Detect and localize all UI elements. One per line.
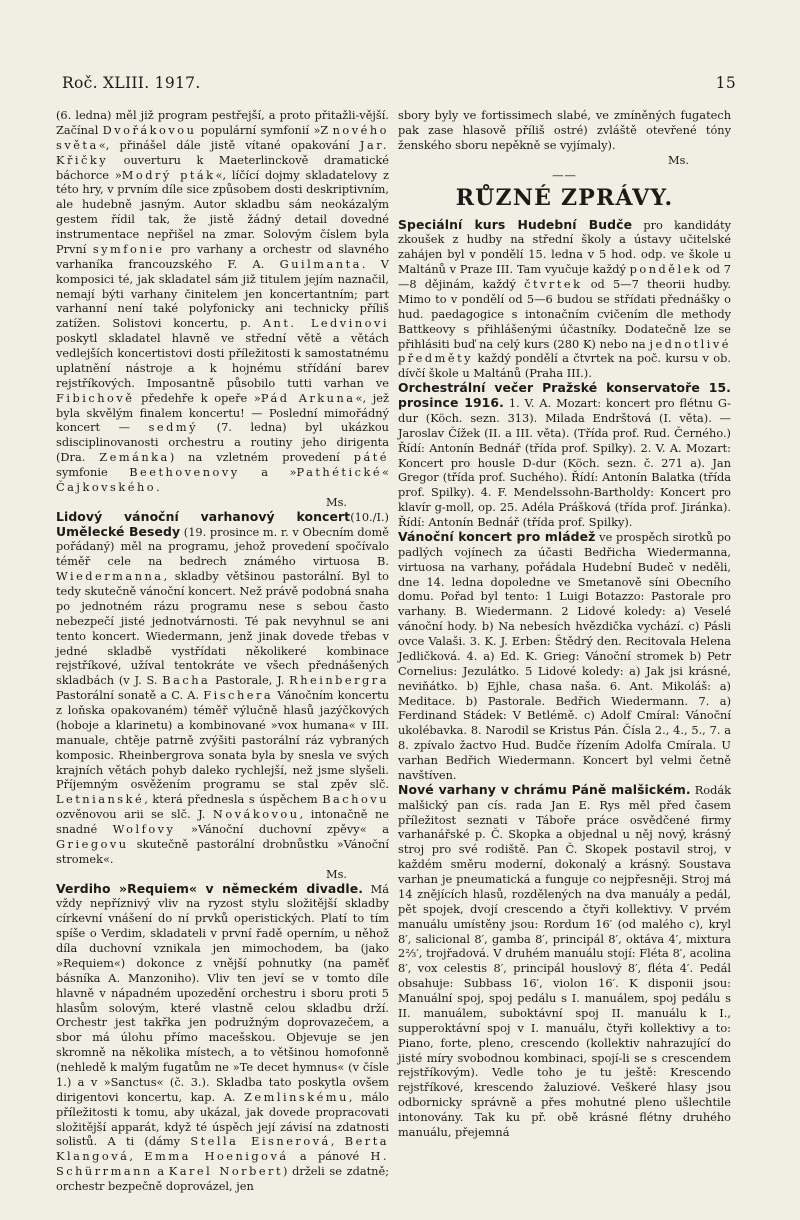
text-run: každý pondělí a čtvrtek na poč. kursu v ob. dívčí škole u Maltánů (Praha III.). — [398, 351, 731, 381]
text-run: ) na vzletném provedení — [169, 450, 354, 465]
text-run: a » — [239, 465, 297, 479]
text-run: , intonačně ne snadné — [56, 807, 390, 836]
paragraph — [56, 108, 389, 495]
spaced-name: Letnianské — [56, 792, 145, 807]
text-run: (7. ledna) byl ukázkou sdisciplinovanosti orchestru a routiny jeho dirigenta (Dra. — [56, 420, 389, 465]
page-number: 15 — [715, 74, 736, 92]
spaced-name: Guilmanta — [279, 256, 362, 271]
text-run: pro varhany a orchestr od slavného varhaníka francouzského F. A. — [56, 241, 389, 271]
text-run: od 5—7 theorii hudby. Mimo to v pondělí od 5—6 budou se střídati přednášky o hud. paedagogice s intonačním cvičením dle methody Battkeovy s přihlášenými účastníky. Dodatečně lze se přihlásiti buď na celý kurs (280 K) nebo na — [398, 277, 731, 351]
spaced-name: Dvořákovou — [102, 122, 197, 137]
spaced-name: Pathétické — [296, 465, 383, 479]
text-run: Vánočním koncertu z loňska opakovaném) téměř výlučně hlasů jazýčkových (hoboje a klarinetu) a kombinované »vox humana« v III. manuale, chtěje patrně zvýšiti pastorální ráz vybraných komposic. Rheinbergrova sonata byla by snesla ve svých krajních větách pohyb daleko rychlejší, než jsme slyšeli. Příjemným osvěžením programu se stal zpěv slč. — [56, 688, 389, 792]
spaced-name: Novákovou — [212, 807, 300, 822]
text-run: ve prospěch sirotků po padlých vojínech za účasti Bedřicha Wiedermanna, virtuosa na varhany, pořádala Hudební Budeč v neděli, dne 14. ledna dopoledne ve Smetanově síni Obecního domu. Pořad byl tento: 1 Luigi Botazzo: Pastorale pro varhany. B. Wiedermann. 2 Lidové koledy: a) Veselé vánoční hody. b) Na nebesích hvězdička vychází. c) Pásli ovce Valaši. 3. K. J. Erben: Štědrý den. Recitovala Helena Jedličková. 4. a) Ed. K. Grieg: Vánoční stromek b) Petr Cornelius: Jezulátko. 5 Lidové koledy: a) Jak jsi krásné, neviňátko. b) Ejhle, chasa naša. 6. Ant. Mikoláš: a) Meditace. b) Pastorale. Bedřich Wiedermann. 7. a) Ferdinand Stádek: V Betlémě. c) Adolf Cmíral: Vánoční ukolébavka. 8. Narodil se Kristus Pán. Čísla 2., 4., 5., 7. a 8. zpívalo žactvo Hud. Budče řízením Adolfa Cmírala. U varhan Bedřich Wiedermann. Koncert byl velmi četně navštíven. — [398, 529, 731, 782]
paragraph — [56, 882, 389, 1194]
spaced-name: H. Schürrmann — [56, 1149, 389, 1179]
spaced-name: jednotlivé předměty — [398, 336, 731, 366]
item-heading: Nové varhany v chrámu Páně malšickém. — [398, 781, 691, 797]
paragraph — [398, 783, 731, 1140]
spaced-name: Modrý pták — [121, 167, 216, 182]
spaced-name: Griegovu — [56, 836, 129, 851]
text-run: symfonie — [56, 465, 130, 479]
spaced-name: Rheinbergra — [289, 673, 389, 688]
spaced-name: páté — [353, 450, 389, 465]
text-run: Ms. — [325, 866, 347, 881]
spaced-name: Karel Norbert — [168, 1164, 284, 1179]
spaced-name: Emma Hoenigová — [144, 1149, 289, 1164]
item-heading: Orchestrální večer Pražské konservatoře 15. prosince 1916. — [398, 380, 731, 410]
text-run: Rodák malšický pan cís. rada Jan E. Rys měl před časem příležitost seznati v Táboře práce osvědčené firmy varhanářské p. Č. Skopka a objednal u něj nový, krásný stroj pro své rodiště. Pan Č. Skopek postavil stroj, v každém směru moderní, dokonalý a krásný. Soustava varhan je pneumatická a funguje co nejpřesněji. Stroj má 14 znějících hlasů, rozdělených na dva manuály a pedál, pět spojek, dvojí crescendo a čtyři kollektivy. V prvém manuálu umístěny jsou: Rordum 16′ (od malého c), kryl 8′, salicional 8′, gamba 8′, principál 8′, oktáva 4′, mixtura 2⅔′, trojřadová. V druhém manuálu stojí: Fléta 8′, acolina 8′, vox celestis 8′, principál houslový 8′, fléta 4′. Pedál obsahuje: Subbass 16′, violon 16′. K disponii jsou: Manuální spoj, spoj pedálu s I. manuálem, spoj pedálu s II. manuálem, suboktávní spoj II. manuálu k I., supperoktávní spoj v I. manuálu, čtyři kollektivy a to: Piano, forte, pleno, crescendo (kollektiv nahrazující do jisté míry svobodnou kombinaci, spojí-li se s crescendem rejstříkovým). Vedle toho je tu ještě: Krescendo rejstříkové, krescendo žaluziové. Veškeré hlasy jsou odbornicky správně a přes mohutné pleno ušlechtile intonovány. Tak ku př. obě krásné flétny druhého manuálu, přejemná — [398, 782, 731, 1139]
item-heading: Lidový vánoční varhanový koncert — [56, 508, 351, 524]
item-heading: Umělecké Besedy — [56, 523, 181, 539]
text-run: . — [156, 479, 160, 494]
text-run: »Vánoční duchovní zpěvy« a — [175, 822, 389, 836]
spaced-name: Jar. Křičky — [56, 137, 389, 167]
spaced-name: Ant. Ledvinovi — [262, 316, 390, 331]
text-run: sbory byly ve fortissimech slabé, ve zmíněných fugatech pak zase hlasově příliš ostré) zvláště otevřené tóny ženského sboru nepěkně se vyjímaly). — [398, 108, 731, 152]
right-column — [398, 108, 731, 1140]
news-items — [398, 218, 731, 1140]
text-run: a pánové — [288, 1149, 371, 1164]
left-column — [56, 108, 389, 1194]
right-column-continuation — [398, 108, 731, 168]
text-run: vější. Začínal — [56, 108, 389, 137]
spaced-name: Bacha — [162, 673, 211, 688]
item-heading: Verdiho »Requiem« v německém divadle. — [56, 880, 364, 896]
spaced-name: čtvrtek — [524, 277, 583, 291]
spaced-name: Zemánka — [99, 450, 170, 465]
spaced-name: Pád Arkuna — [260, 390, 356, 405]
text-run: Ms. — [667, 152, 689, 167]
text-run: předehře k opeře » — [134, 390, 261, 405]
text-run: Pastorale, J. — [210, 673, 290, 688]
text-run: «, přinášel dále jistě vítané opakování — [98, 137, 360, 152]
signature — [56, 867, 389, 882]
text-run: pro kandidáty zkoušek z hudby na střední školy a ústavy učitelské zahájen byl v pondělí 15. ledna v 5 hod. odp. ve škole u Maltánů v Praze III. Tam vyučuje každý — [398, 217, 731, 277]
text-run: od 7—8 dějinám, každý — [398, 262, 731, 291]
spaced-name: Beethovenovy — [129, 465, 240, 479]
text-run: . V komposici té, jak skladatel sám již titulem jejím naznačil, nemají býti varhany činitelem jen koncertantním; part varhanní není také polyfonicky ani technicky příliš zatížen. Solistovi koncertu, p. — [56, 256, 389, 331]
spaced-name: Wolfovy — [112, 822, 176, 836]
text-run: « — [382, 465, 389, 479]
paragraph — [398, 530, 731, 783]
text-run: (19. prosince m. r. v Obecním domě pořádaný) měl na programu, jehož provedení spočívalo téměř cele na bedrech známého virtuosa B. — [56, 524, 389, 569]
spaced-name: Fischera — [203, 688, 274, 703]
item-heading: Speciální kurs Hudební Budče — [398, 216, 633, 232]
spaced-name: Berta Klangová — [56, 1134, 390, 1164]
spaced-name: Čajkovského — [56, 479, 157, 494]
text-run: ) drželi se zdatně; orchestr bezpečně doprovázel, jen — [56, 1164, 390, 1193]
paragraph — [398, 218, 731, 382]
signature — [56, 495, 389, 510]
text-run: Ms. — [325, 494, 347, 509]
volume-label: Roč. XLIII. 1917. — [62, 74, 201, 92]
signature — [398, 153, 731, 168]
text-run: ouverturu k Maeterlinckově dramatické báchorce » — [56, 152, 389, 182]
text-run: skutečně pastorální drobnůstku »Vánoční stromek«. — [56, 836, 389, 866]
text-run: «, jež byla skvělým finalem koncertu! — Poslední mimořádný koncert — — [56, 390, 389, 435]
text-run: Má vždy nepříznivý vliv na ryzost stylu složitější skladby církevní vnášení do ní prvků operistických. Platí to tím spíše o Verdim, skladateli v první řadě operním, u něhož díla duchovní vznikala jen mimochodem, ba (jako »Requiem«) dokonce z vnější pohnutky (na paměť básníka A. Manzoniho). Vliv ten jeví se v tomto díle hlavně v nápadném upozedění orchestru i sboru proti 5 hlasům solovým, které vlastně celou skladbu drží. Orchestr jest takřka jen podružným doprovazečem, a sbor má úlohu přímo macešskou. Objevuje se jen skromně na několika místech, a to většinou homofonně (nehledě k malým fugatům ne »Te decet hymnus« (v čísle 1.) a v »Sanctus« (č. 3.). Skladba tato poskytla ovšem dirigentovi koncertu, kap. A. — [56, 881, 389, 1104]
divider: —— — [552, 167, 577, 182]
text-run: populární symfonií »Z — [196, 122, 333, 137]
spaced-name: Stella Eisnerová — [190, 1134, 331, 1149]
text-run: ozvěnovou arii se slč. J. — [56, 807, 213, 822]
text-run: Pastorální sonatě a C. A. — [56, 688, 204, 703]
paragraph — [56, 510, 389, 867]
spaced-name: Wiedermanna — [56, 569, 164, 584]
spaced-name: symfonie — [92, 241, 165, 256]
section-title: RŮZNÉ ZPRÁVY. — [455, 184, 674, 211]
paragraph — [398, 381, 731, 530]
text-run: (6. ledna) měl již program pestřejší, a proto přitažli- — [56, 108, 360, 122]
spaced-name: Fibichově — [56, 390, 135, 405]
item-heading: Vánoční koncert pro mládež — [398, 528, 596, 544]
text-run: a — [152, 1164, 169, 1179]
text-run: , — [129, 1149, 145, 1164]
text-run: , málo příležitosti k tomu, aby ukázal, jak dovede propracovati složitější apparát, když té úspěch její závisí na zdatnosti solistů. A ti (dámy — [56, 1089, 389, 1149]
spaced-name: nového světa — [56, 122, 389, 152]
spaced-name: Zemlinskému — [244, 1089, 349, 1104]
spaced-name: Bachovu — [322, 792, 389, 807]
text-run: 1. V. A. Mozart: koncert pro flétnu G-dur (Köch. sezn. 313). Milada Endrštová (I. věta). — Jaroslav Čížek (II. a III. věta). (Třída prof. Rud. Černého.) Řídí: Antonín Bednář (třída prof. Spilky). 2. V. A. Mozart: Koncert pro housle D-dur (Köch. sezn. č. 271 a). Jan Gregor (třída prof. Suchého). Řídí: Antonín Balatka (třída prof. Spilky). 4. F. Mendelssohn-Bartholdy: Koncert pro klavír g-moll, op. 25. Adéla Prášková (třída prof. Jiránka). Řídí: Antonín Bednář (třída prof. Spilky). — [398, 396, 731, 529]
text-run: poskytl skladatel hlavně ve střední větě a větách vedlejších koncertistovi dosti příležitosti k samostatnému uplatnění nástroje a k hojnému střídání barev rejstříkových. Imposantně působilo tutti varhan ve — [56, 331, 389, 390]
text-run: , skladby většinou pastorální. Byl to tedy skutečně vánoční koncert. Než právě podobná snaha po jednotném rázu programu nese s sebou často nebezpečí jisté jednotvárnosti. Té pak nevyhnul se ani tento koncert. Wiedermann, jenž jinak dovede třebas v jedné skladbě vystřídati několikeré kombinace rejstříkové, užíval tentokráte ve všech přednášených skladbách (v J. S. — [56, 569, 389, 688]
spaced-name: sedmý — [148, 420, 199, 435]
spaced-name: pondělek — [629, 262, 703, 277]
paragraph — [398, 108, 731, 153]
text-run: «, líčící dojmy skladatelovy z této hry, v prvním díle sice způsobem dosti deskriptivním, ale hudebně jasným. Autor skladbu sám neokázalým gestem řídil tak, že jistě žádný detail dovedné instrumentace nepřišel na zmar. Solovým číslem byla První — [56, 167, 389, 256]
text-run: , která přednesla s úspěchem — [144, 792, 323, 807]
page-header — [62, 74, 736, 96]
text-run: , — [330, 1134, 345, 1149]
text-run: (10./I.) — [350, 509, 389, 524]
